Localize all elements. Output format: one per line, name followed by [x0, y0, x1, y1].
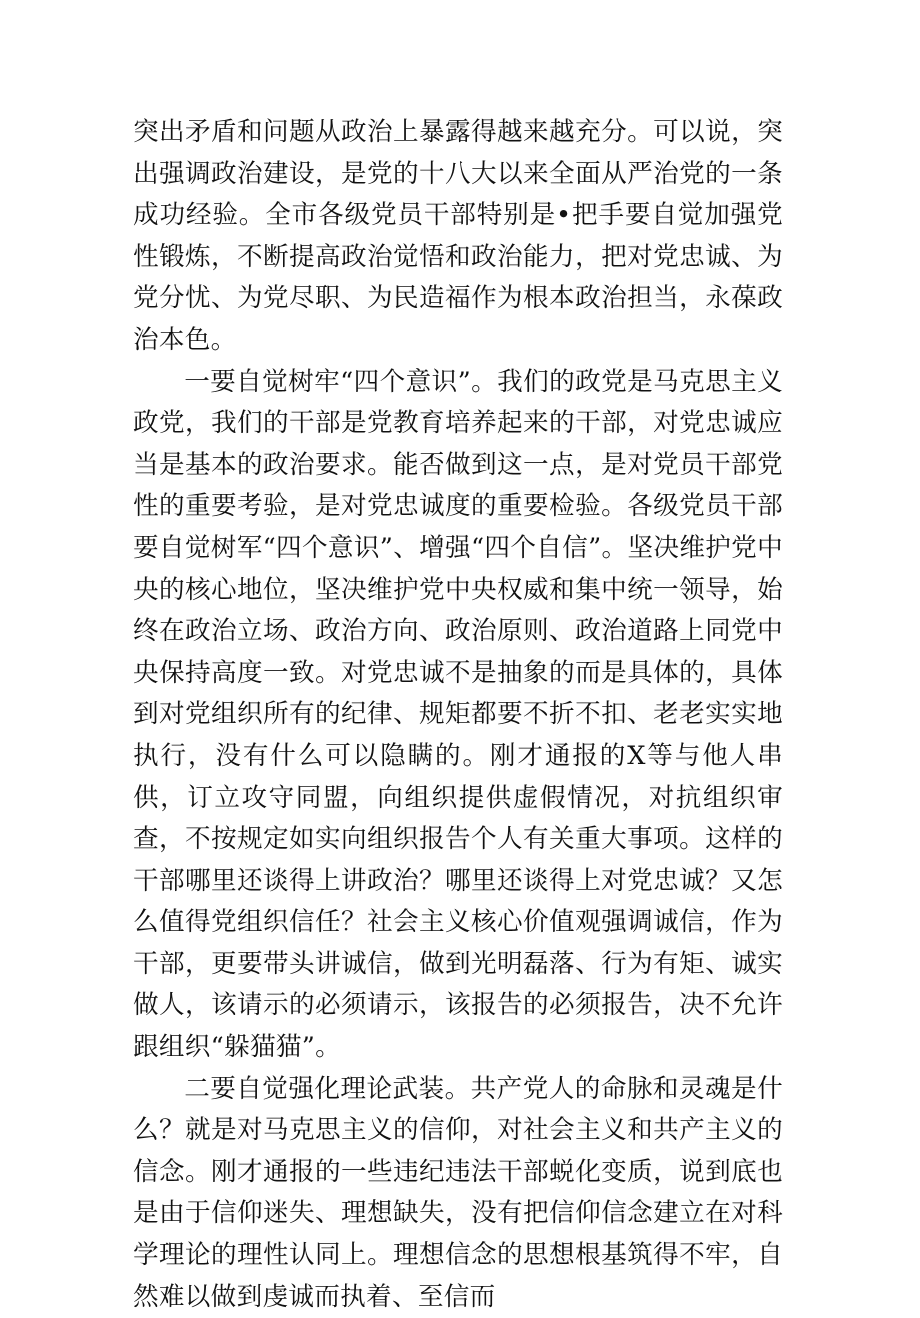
paragraph-3: 二要自觉强化理论武装。共产党人的命脉和灵魂是什么？就是对马克思主义的信仰，对社会主义和共产主义的信念。刚才通报的一些违纪违法干部蜕化变质，说到底也是由于信仰迷失、理想缺失，没有把信仰信念建立在对科学理论的理性认同上。理想信念的思想根基筑得不牢，自然难以做到虔诚而执着、至信而	[133, 1073, 783, 1312]
document-body	[133, 112, 783, 1318]
paragraph-2: 一要自觉树牢“四个意识”。我们的政党是马克思主义政党，我们的干部是党教育培养起来的干部，对党忠诚应当是基本的政治要求。能否做到这一点，是对党员干部党性的重要考验，是对党忠诚度的重要检验。各级党员干部要自觉树军“四个意识”、增强“四个自信”。坚决维护党中央的核心地位，坚决维护党中央权威和集中统一领导，始终在政治立场、政治方向、政治原则、政治道路上同党中央保持高度一致。对党忠诚不是抽象的而是具体的，具体到对党组织所有的纪律、规矩都要不折不扣、老老实实地执行，没有什么可以隐瞒的。刚才通报的X等与他人串供，订立攻守同盟，向组织提供虚假情况，对抗组织审查，不按规定如实向组织报告个人有关重大事项。这样的干部哪里还谈得上讲政治？哪里还谈得上对党忠诚？又怎么值得党组织信任？社会主义核心价值观强调诚信，作为干部，更要带头讲诚信，做到光明磊落、行为有矩、诚实做人，该请示的必须请示，该报告的必须报告，决不允许跟组织“躲猫猫”。	[133, 366, 783, 1063]
paragraph-1: 突出矛盾和问题从政治上暴露得越来越充分。可以说，突出强调政治建设，是党的十八大以来全面从严治党的一条成功经验。全市各级党员干部特别是•把手要自觉加强党性锻炼，不断提高政治觉悟和政治能力，把对党忠诚、为党分忧、为党尽职、为民造福作为根本政治担当，永葆政治本色。	[133, 117, 783, 355]
